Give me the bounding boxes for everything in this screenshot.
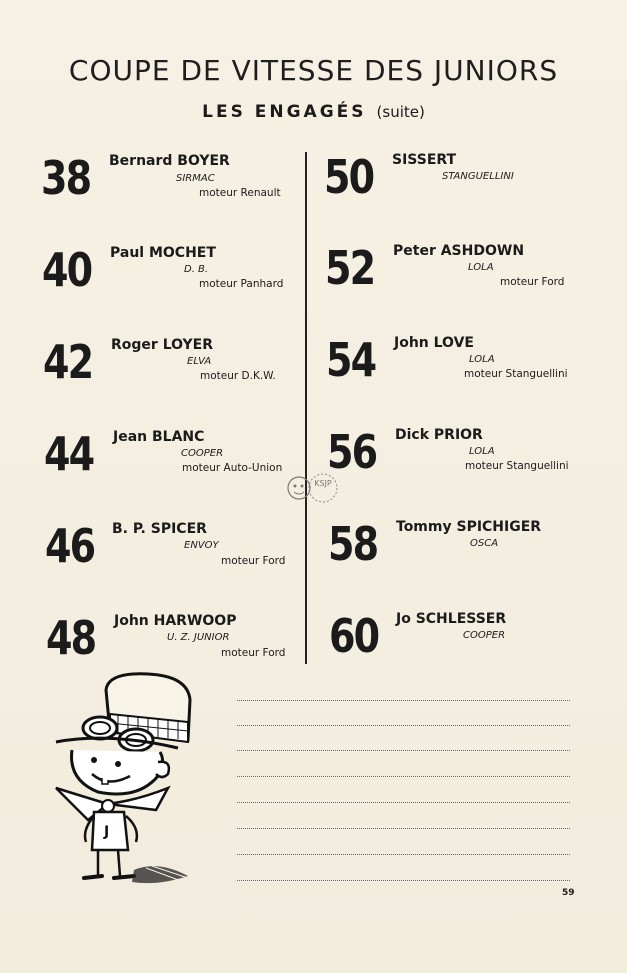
junior-mascot-illustration-icon [48, 670, 208, 900]
race-number: 54 [326, 333, 376, 387]
driver-name: John LOVE [394, 335, 474, 351]
car-make: D. B. [184, 264, 209, 275]
column-divider [305, 152, 307, 664]
page-subtitle [0, 102, 627, 122]
subtitle-main: LES ENGAGÉS [202, 102, 367, 122]
notes-line [237, 700, 570, 701]
race-number: 40 [42, 243, 92, 297]
driver-name: Dick PRIOR [395, 427, 483, 443]
notes-line [237, 802, 570, 803]
engine: moteur Panhard [199, 278, 284, 290]
notes-line [237, 725, 570, 726]
car-make: ELVA [187, 356, 212, 367]
car-make: LOLA [469, 446, 495, 457]
engine: moteur D.K.W. [200, 370, 276, 382]
driver-name: Jean BLANC [113, 429, 205, 445]
car-make: STANGUELLINI [442, 171, 514, 182]
engine: moteur Stanguellini [465, 460, 569, 472]
race-number: 44 [44, 427, 94, 481]
car-make: U. Z. JUNIOR [167, 632, 230, 643]
car-make: OSCA [470, 538, 499, 549]
race-number: 60 [329, 609, 379, 663]
driver-name: B. P. SPICER [112, 521, 207, 537]
race-number: 48 [46, 611, 96, 665]
car-make: COOPER [181, 448, 224, 459]
car-make: SIRMAC [176, 173, 215, 184]
engine: moteur Ford [221, 555, 286, 567]
driver-name: Bernard BOYER [109, 153, 230, 169]
notes-line [237, 828, 570, 829]
car-make: ENVOY [184, 540, 219, 551]
notes-line [237, 750, 570, 751]
driver-name: Tommy SPICHIGER [396, 519, 542, 535]
driver-name: Peter ASHDOWN [393, 243, 525, 259]
race-number: 38 [41, 151, 91, 205]
page-title: COUPE DE VITESSE DES JUNIORS [68, 54, 559, 87]
engine: moteur Stanguellini [464, 368, 568, 380]
driver-name: Jo SCHLESSER [396, 611, 507, 627]
race-number: 56 [327, 425, 377, 479]
engine: moteur Renault [199, 187, 281, 199]
race-number: 46 [45, 519, 95, 573]
subtitle-suffix: (suite) [376, 103, 425, 121]
driver-name: SISSERT [392, 152, 457, 168]
notes-line [237, 776, 570, 777]
svg-text:J: J [104, 824, 110, 840]
notes-line [237, 880, 570, 881]
driver-name: Paul MOCHET [110, 245, 216, 261]
page-number: 59 [562, 888, 575, 898]
engine: moteur Ford [221, 647, 286, 659]
engine: moteur Auto-Union [182, 462, 283, 474]
race-number: 42 [43, 335, 93, 389]
engine: moteur Ford [500, 276, 565, 288]
car-make: LOLA [468, 262, 494, 273]
race-number: 52 [325, 241, 375, 295]
collector-stamp-icon [285, 468, 341, 508]
driver-name: Roger LOYER [111, 337, 213, 353]
car-make: LOLA [469, 354, 495, 365]
race-number: 58 [328, 517, 378, 571]
car-make: COOPER [463, 630, 506, 641]
race-number: 50 [324, 150, 374, 204]
driver-name: John HARWOOP [114, 613, 237, 629]
notes-line [237, 854, 570, 855]
stamp-text: KSJP [314, 479, 332, 488]
